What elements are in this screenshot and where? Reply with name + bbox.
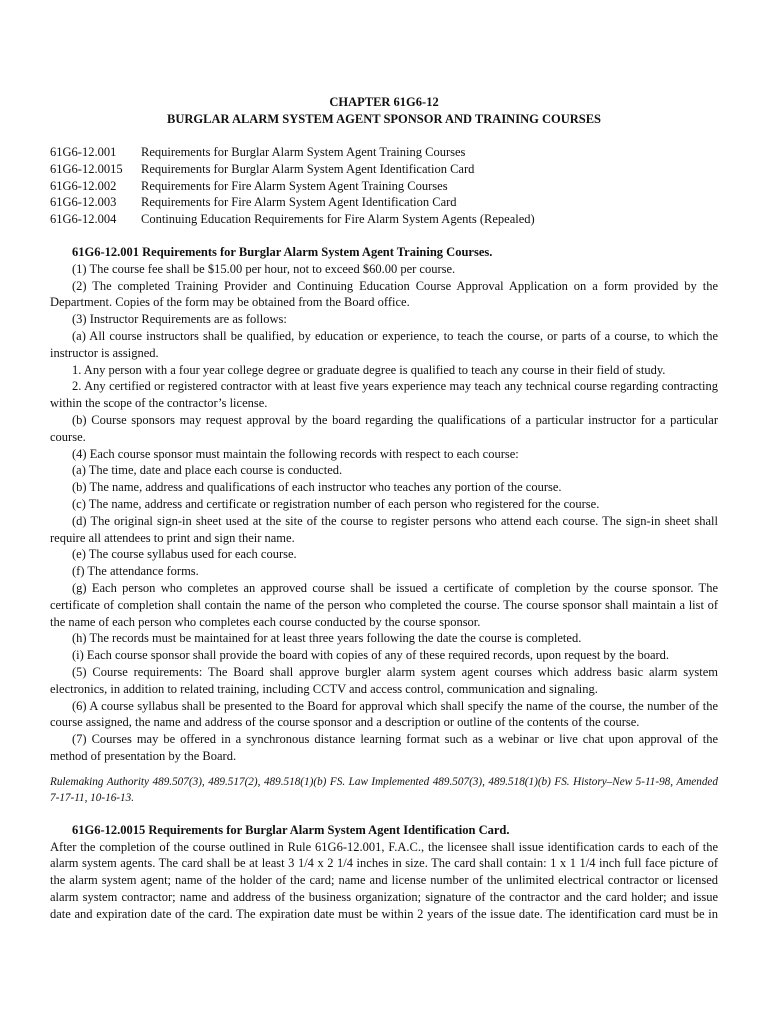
toc-rule-title: Requirements for Fire Alarm System Agent Training Courses (141, 178, 448, 193)
toc-rule-title: Requirements for Burglar Alarm System Agent Identification Card (141, 161, 475, 176)
subsection-5: (5) Course requirements: The Board shall approve burgler alarm system agent courses which address basic alarm system electronics, in addition to related training, including CCTV and access control, communication and signaling. (50, 664, 718, 696)
subsection-1: (1) The course fee shall be $15.00 per hour, not to exceed $60.00 per course. (72, 261, 456, 276)
paragraph-4e: (e) The course syllabus used for each course. (72, 547, 297, 562)
toc-entry-001 (50, 144, 718, 161)
paragraph-4i: (i) Each course sponsor shall provide the board with copies of any of these required records, upon request by the board. (72, 648, 670, 663)
paragraph-4a: (a) The time, date and place each course is conducted. (72, 463, 343, 478)
paragraph-3a: (a) All course instructors shall be qualified, by education or experience, to teach the course, or parts of a course, to which the instructor is assigned. (50, 328, 718, 360)
rule-61g6-12-001 (50, 244, 718, 806)
subsection-4: (4) Each course sponsor must maintain the following records with respect to each course: (72, 446, 519, 461)
toc-rule-title: Continuing Education Requirements for Fire Alarm System Agents (Repealed) (141, 212, 535, 227)
paragraph-4b: (b) The name, address and qualifications of each instructor who teaches any portion of the course. (72, 480, 562, 495)
paragraph-4f: (f) The attendance forms. (72, 564, 199, 579)
toc-rule-title: Requirements for Burglar Alarm System Agent Training Courses (141, 145, 466, 159)
table-of-contents (50, 144, 718, 228)
paragraph-4g: (g) Each person who completes an approved course shall be issued a certificate of completion by the course sponsor. The certificate of completion shall contain the name of the person who completed the course. The course sponsor shall maintain a list of the name of each person who completes each course conducted by the course sponsor. (50, 580, 718, 629)
rule-heading: 61G6-12.0015 Requirements for Burglar Alarm System Agent Identification Card. (72, 822, 510, 837)
item-3a-1: 1. Any person with a four year college degree or graduate degree is qualified to teach any course in their field of study. (72, 362, 666, 377)
paragraph-4h: (h) The records must be maintained for at least three years following the date the course is completed. (72, 631, 582, 646)
subsection-3: (3) Instructor Requirements are as follows: (72, 312, 287, 327)
rule-heading: 61G6-12.001 Requirements for Burglar Alarm System Agent Training Courses. (72, 244, 493, 259)
toc-rule-number: 61G6-12.002 (50, 178, 117, 193)
toc-entry-002 (50, 178, 718, 195)
subsection-2: (2) The completed Training Provider and Continuing Education Course Approval Application on a form provided by the Department. Copies of the form may be obtained from the Board office. (50, 278, 718, 310)
paragraph-4d: (d) The original sign-in sheet used at the site of the course to register persons who attend each course. The sign-in sheet shall require all attendees to print and sign their name. (50, 513, 718, 545)
rule-history-note: Rulemaking Authority 489.507(3), 489.517(2), 489.518(1)(b) FS. Law Implemented 489.507(3), 489.518(1)(b) FS. History–New 5-11-98, Amended 7-17-11, 10-16-13. (50, 776, 718, 805)
toc-rule-number: 61G6-12.001 (50, 145, 117, 159)
chapter-header (50, 94, 718, 128)
chapter-title: CHAPTER 61G6-12 (329, 95, 439, 109)
rule-body-paragraph: After the completion of the course outlined in Rule 61G6-12.001, F.A.C., the licensee shall issue identification cards to each of the alarm system agents. The card shall be at least 3 1/4 x 2 1/4 inches in size. The card shall contain: 1 x 1 1/4 inch full face picture of the alarm system agent; name of the holder of the card; name and license number of the unlimited electrical contractor or licensed alarm system contractor; name and address of the business organization; signature of the contractor and the card holder; and issue date and expiration date of the card. The expiration date must be within 2 years of the issue date. The identification card must be in (50, 839, 718, 921)
toc-entry-004 (50, 211, 718, 228)
paragraph-4c: (c) The name, address and certificate or registration number of each person who registered for the course. (72, 496, 600, 511)
toc-entry-0015 (50, 161, 718, 178)
subsection-6: (6) A course syllabus shall be presented to the Board for approval which shall specify the name of the course, the number of the course assigned, the name and address of the course sponsor and a description or outline of the contents of the course. (50, 698, 718, 730)
subsection-7: (7) Courses may be offered in a synchronous distance learning format such as a webinar or live chat upon approval of the method of presentation by the Board. (50, 732, 718, 763)
rule-61g6-12-0015 (50, 822, 718, 923)
toc-entry-003 (50, 194, 718, 211)
toc-rule-number: 61G6-12.003 (50, 195, 117, 210)
toc-rule-number: 61G6-12.0015 (50, 161, 123, 176)
chapter-subtitle: BURGLAR ALARM SYSTEM AGENT SPONSOR AND TRAINING COURSES (167, 112, 601, 126)
item-3a-2: 2. Any certified or registered contractor with at least five years experience may teach any technical course regarding contracting within the scope of the contractor’s license. (50, 379, 718, 411)
toc-rule-number: 61G6-12.004 (50, 212, 117, 227)
toc-rule-title: Requirements for Fire Alarm System Agent Identification Card (141, 195, 457, 210)
paragraph-3b: (b) Course sponsors may request approval by the board regarding the qualifications of a particular instructor for a particular course. (50, 412, 718, 444)
